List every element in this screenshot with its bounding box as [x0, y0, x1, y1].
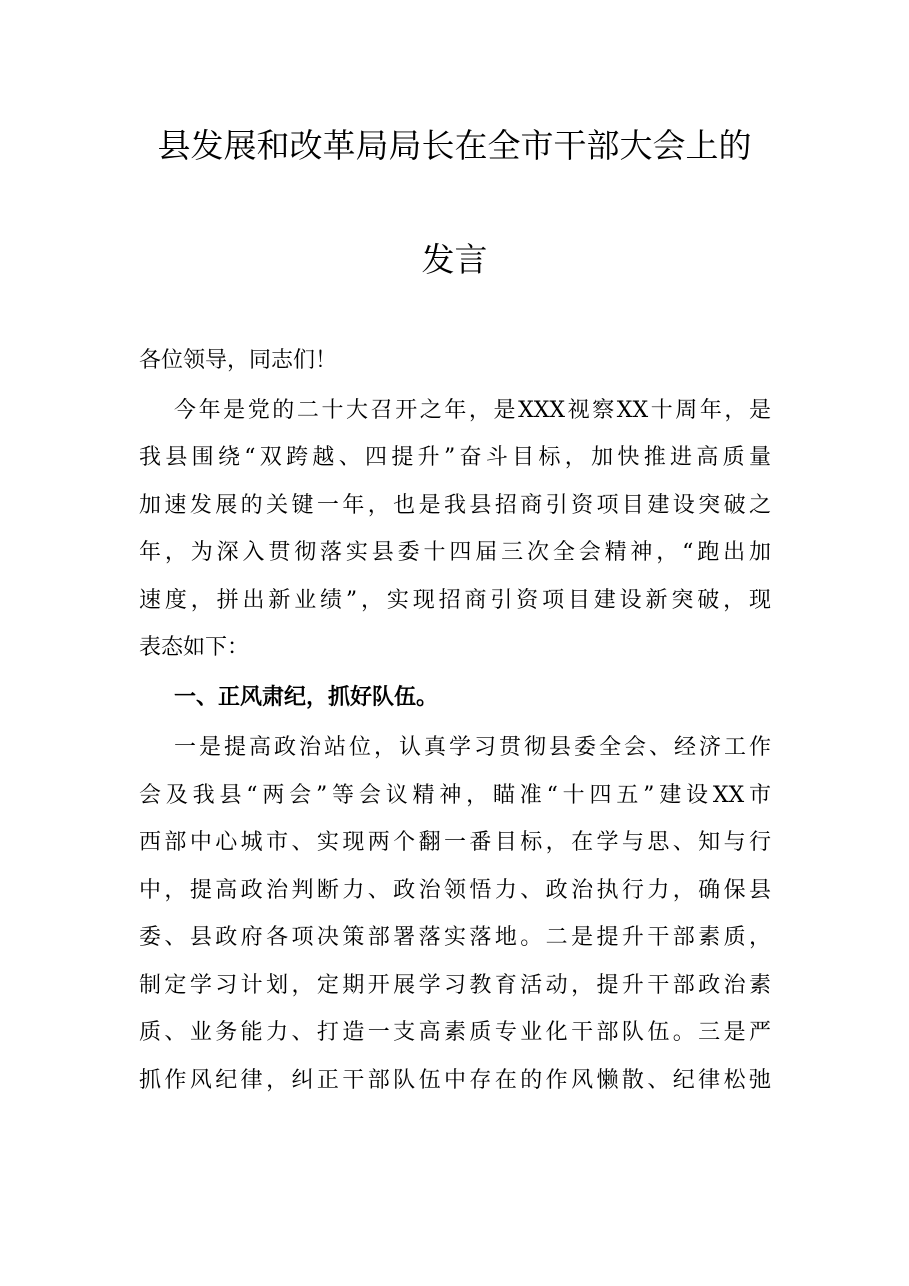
section-body-line: 质、业务能力、打造一支高素质专业化干部队伍。三是严 [139, 1020, 771, 1045]
section-heading: 一、正风肃纪，抓好队伍。 [174, 685, 439, 710]
section-body-line: 抓作风纪律，纠正干部队伍中存在的作风懒散、纪律松弛 [139, 1068, 771, 1093]
document-title-line-2: 发言 [421, 240, 488, 279]
intro-line: 速度，拼出新业绩”，实现招商引资项目建设新突破，现 [139, 588, 771, 613]
document-title-line-1: 县发展和改革局局长在全市干部大会上的 [157, 126, 752, 165]
intro-line: 加速发展的关键一年，也是我县招商引资项目建设突破之 [139, 493, 771, 518]
intro-line: 我县围绕“双跨越、四提升”奋斗目标，加快推进高质量 [139, 445, 771, 470]
section-body-line: 一是提高政治站位，认真学习贯彻县委全会、经济工作 [174, 735, 771, 760]
section-body-line: 委、县政府各项决策部署落实落地。二是提升干部素质， [139, 925, 771, 950]
intro-line: 年，为深入贯彻落实县委十四届三次全会精神，“跑出加 [139, 540, 771, 565]
section-body-line: 会及我县“两会”等会议精神，瞄准“十四五”建设XX市 [139, 783, 771, 808]
intro-line: 今年是党的二十大召开之年，是XXX视察XX十周年，是 [174, 398, 771, 423]
document-body [139, 0, 771, 1286]
intro-line: 表态如下： [139, 635, 250, 660]
section-body-line: 制定学习计划，定期开展学习教育活动，提升干部政治素 [139, 973, 771, 998]
salutation: 各位领导，同志们！ [139, 348, 338, 373]
section-body-line: 中，提高政治判断力、政治领悟力、政治执行力，确保县 [139, 878, 771, 903]
section-body-line: 西部中心城市、实现两个翻一番目标，在学与思、知与行 [139, 830, 771, 855]
